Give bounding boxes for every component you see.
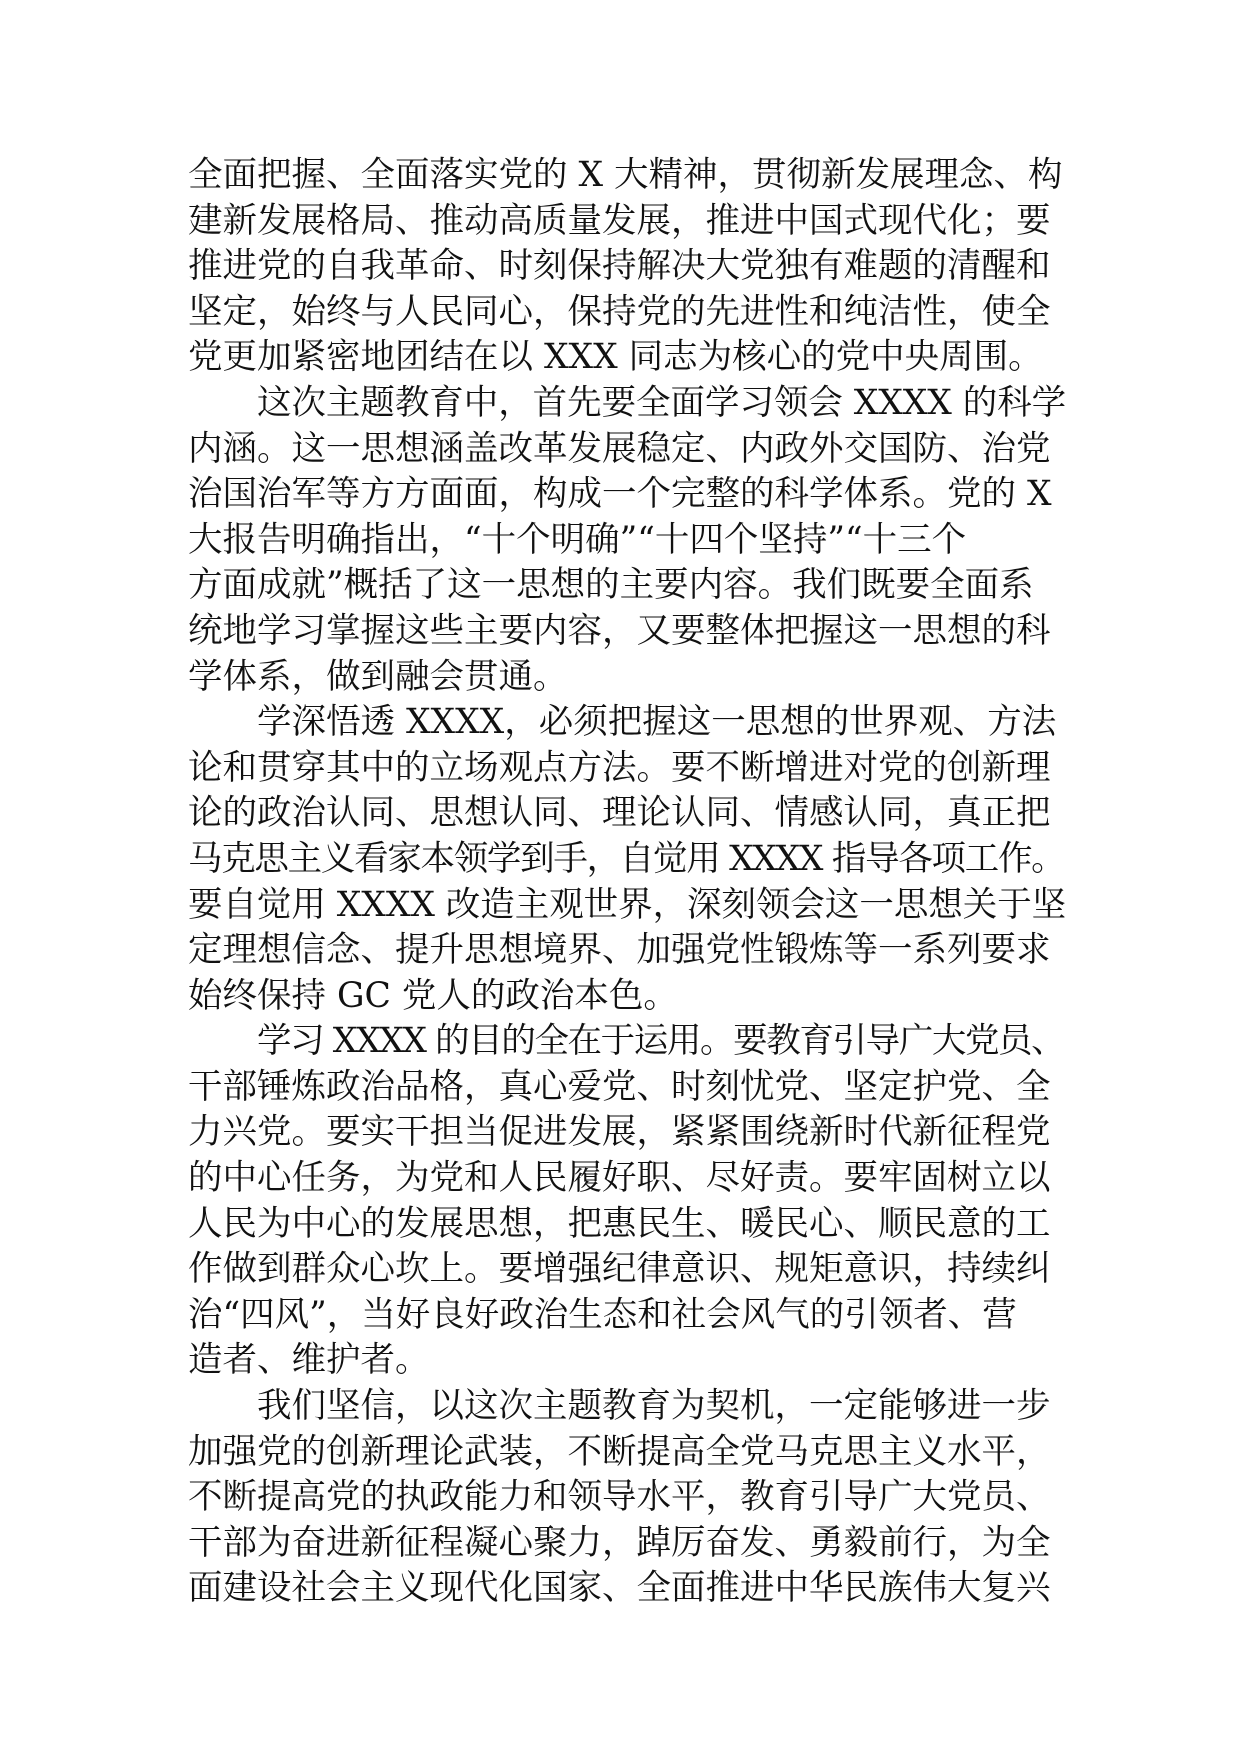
- text-line: 造者、维护者。: [188, 1340, 430, 1381]
- text-line: 要自觉用 XXXX 改造主观世界，深刻领会这一思想关于坚: [188, 884, 1067, 925]
- text-line: 治“四风”，当好良好政治生态和社会风气的引领者、营: [188, 1294, 1017, 1335]
- text-line: 面建设社会主义现代化国家、全面推进中华民族伟大复兴: [188, 1568, 1051, 1609]
- paragraph-first-line: 我们坚信，以这次主题教育为契机，一定能够进一步: [257, 1386, 1051, 1427]
- text-line: 推进党的自我革命、时刻保持解决大党独有难题的清醒和: [188, 246, 1051, 287]
- text-line: 论和贯穿其中的立场观点方法。要不断增进对党的创新理: [188, 747, 1051, 788]
- text-line: 论的政治认同、思想认同、理论认同、情感认同，真正把: [188, 793, 1051, 834]
- text-line: 不断提高党的执政能力和领导水平，教育引导广大党员、: [188, 1477, 1051, 1518]
- text-line: 力兴党。要实干担当促进发展，紧紧围绕新时代新征程党: [188, 1112, 1051, 1153]
- text-line: 全面把握、全面落实党的 X 大精神，贯彻新发展理念、构: [188, 155, 1063, 195]
- text-line: 定理想信念、提升思想境界、加强党性锻炼等一系列要求: [188, 930, 1051, 971]
- text-line: 大报告明确指出，“十个明确”“十四个坚持”“十三个: [188, 519, 967, 560]
- paragraph-first-line: 学深悟透 XXXX，必须把握这一思想的世界观、方法: [257, 702, 1057, 743]
- text-line: 治国治军等方方面面，构成一个完整的科学体系。党的 X: [188, 474, 1052, 515]
- text-line: 统地学习掌握这些主要内容，又要整体把握这一思想的科: [188, 610, 1051, 651]
- text-line: 加强党的创新理论武装，不断提高全党马克思主义水平，: [188, 1431, 1051, 1472]
- text-line: 马克思主义看家本领学到手，自觉用 XXXX 指导各项工作。: [188, 838, 1065, 879]
- text-line: 作做到群众心坎上。要增强纪律意识、规矩意识，持续纠: [188, 1249, 1051, 1290]
- text-line: 方面成就”概括了这一思想的主要内容。我们既要全面系: [188, 565, 1034, 606]
- text-line: 建新发展格局、推动高质量发展，推进中国式现代化；要: [188, 200, 1051, 241]
- text-line: 始终保持 GC 党人的政治本色。: [188, 975, 678, 1016]
- paragraph-first-line: 这次主题教育中，首先要全面学习领会 XXXX 的科学: [257, 382, 1067, 423]
- text-line: 党更加紧密地团结在以 XXX 同志为核心的党中央周围。: [188, 337, 1043, 378]
- document-body: [188, 153, 1066, 1612]
- text-line: 的中心任务，为党和人民履好职、尽好责。要牢固树立以: [188, 1158, 1051, 1199]
- text-line: 坚定，始终与人民同心，保持党的先进性和纯洁性，使全: [188, 291, 1051, 332]
- text-line: 内涵。这一思想涵盖改革发展稳定、内政外交国防、治党: [188, 428, 1051, 469]
- text-line: 学体系，做到融会贯通。: [188, 656, 568, 697]
- paragraph-first-line: 学习 XXXX 的目的全在于运用。要教育引导广大党员、: [257, 1021, 1065, 1062]
- text-line: 干部锤炼政治品格，真心爱党、时刻忧党、坚定护党、全: [188, 1066, 1051, 1107]
- text-line: 干部为奋进新征程凝心聚力，踔厉奋发、勇毅前行，为全: [188, 1522, 1051, 1563]
- text-line: 人民为中心的发展思想，把惠民生、暖民心、顺民意的工: [188, 1203, 1051, 1244]
